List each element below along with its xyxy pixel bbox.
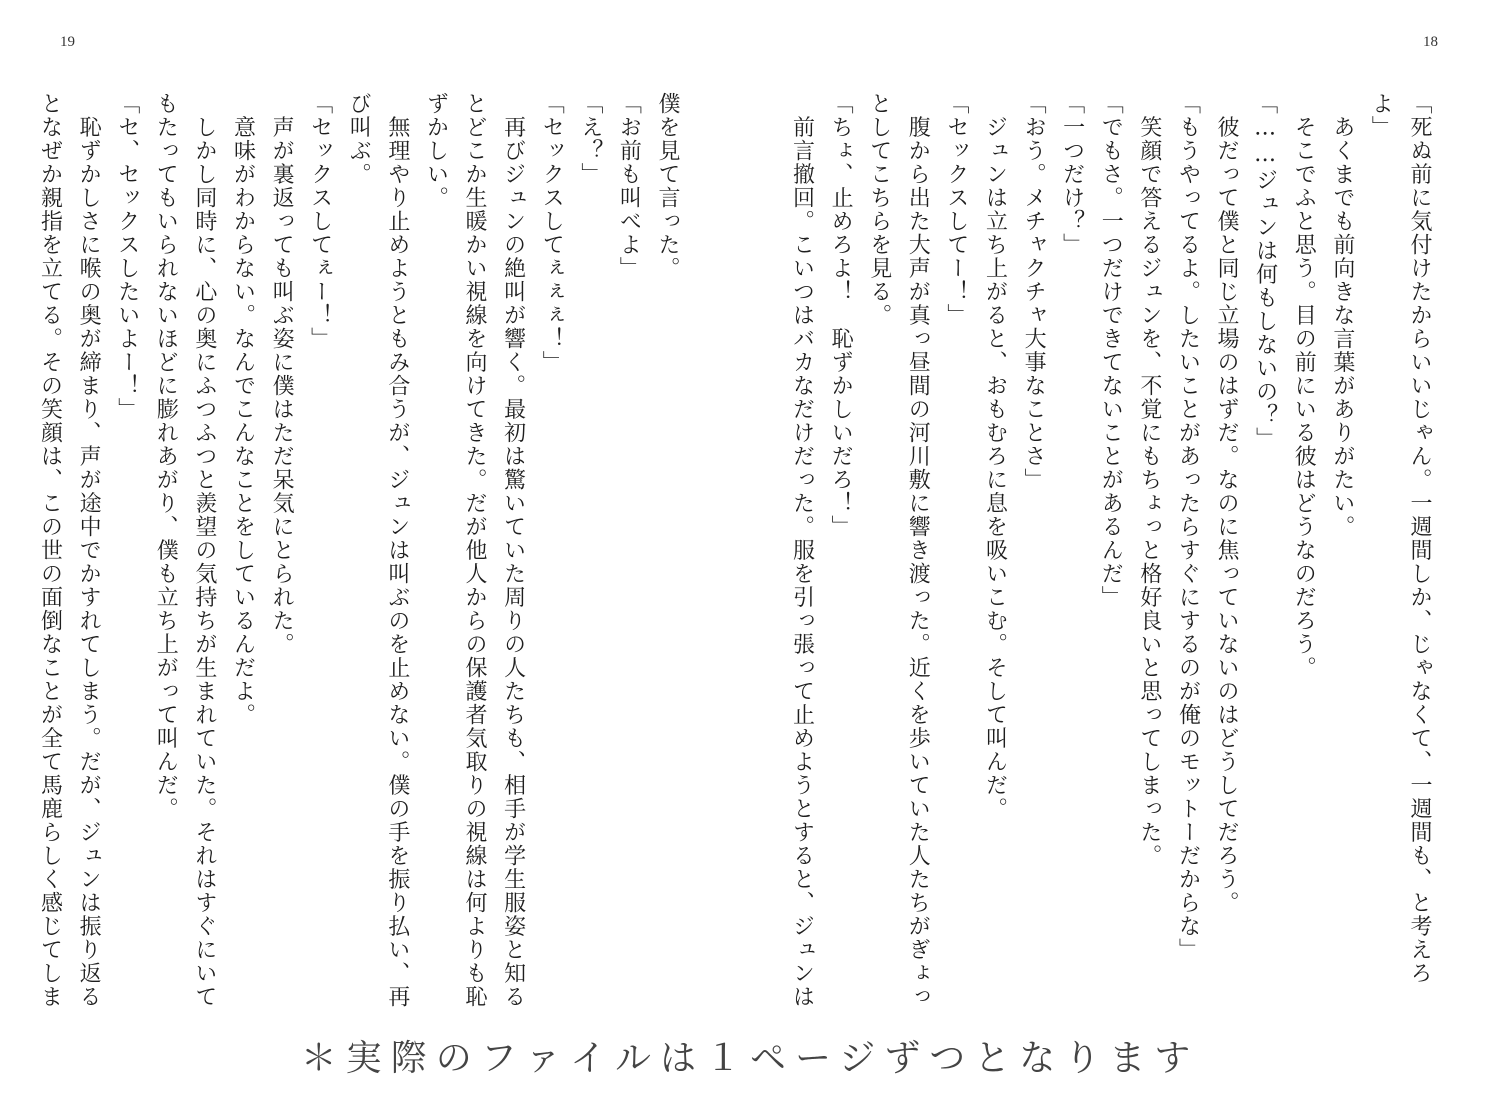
text-line: 恥ずかしさに喉の奥が締まり、声が途中でかすれてしまう。だが、ジュンは振り返る [76, 92, 102, 1009]
text-line: ジュンは立ち上がると、おもむろに息を吸いこむ。そして叫んだ。 [982, 92, 1008, 821]
text-line: 「死ぬ前に気付けたからいいじゃん。一週間しか、じゃなくて、一週間も、と考えろ [1407, 92, 1432, 985]
text-line: 腹から出た大声が真っ昼間の河川敷に響き渡った。近くを歩いていた人たちがぎょっ [905, 92, 931, 1009]
text-line: ずかしい。 [423, 92, 449, 210]
text-line: とどこか生暖かい視線を向けてきた。だが他人からの保護者気取りの視線は何よりも恥 [462, 92, 488, 1009]
text-line: そこでふと思う。目の前にいる彼はどうなのだろう。 [1291, 92, 1317, 680]
text-line: 「セ、セックスしたいよー！」 [114, 92, 140, 421]
text-line: 「セックスしてー！」 [943, 92, 969, 327]
text-line: 「でもさ。一つだけできてないことがあるんだ」 [1098, 92, 1124, 609]
text-line: 笑顔で答えるジュンを、不覚にもちょっと格好良いと思ってしまった。 [1136, 92, 1162, 868]
page-number-left: 19 [60, 34, 75, 50]
text-line: 「お前も叫べよ」 [616, 92, 642, 280]
text-line: 無理やり止めようともみ合うが、ジュンは叫ぶのを止めない。僕の手を振り払い、再 [384, 92, 410, 1009]
text-line: 「ちょ、止めろよ！ 恥ずかしいだろ！」 [828, 92, 854, 539]
page-right-body [789, 92, 1438, 1009]
text-line: 「一つだけ？」 [1059, 92, 1085, 257]
text-line: しかし同時に、心の奥にふつふつと羨望の気持ちが生まれていた。それはすぐにいて [191, 92, 217, 1009]
text-line: となぜか親指を立てる。その笑顔は、この世の面倒なことが全て馬鹿らしく感じてしま [37, 92, 63, 1009]
text-line: 声が裏返っても叫ぶ姿に僕はただ呆気にとられた。 [269, 92, 295, 656]
text-line: 僕を見て言った。 [655, 92, 680, 280]
text-line: 彼だって僕と同じ立場のはずだ。なのに焦っていないのはどうしてだろう。 [1214, 92, 1240, 915]
text-line: 「……ジュンは何もしないの？」 [1252, 92, 1278, 451]
text-line: としてこちらを見る。 [866, 92, 892, 327]
text-line: 意味がわからない。なんでこんなことをしているんだよ。 [230, 92, 256, 727]
text-line: 再びジュンの絶叫が響く。最初は驚いていた周りの人たちも、相手が学生服姿と知る [500, 92, 526, 1009]
text-line: び叫ぶ。 [346, 92, 372, 186]
text-line: 「え？」 [577, 92, 603, 186]
text-line: 「セックスしてぇー！」 [307, 92, 333, 351]
text-line: 前言撤回。こいつはバカなだけだった。服を引っ張って止めようとすると、ジュンは [789, 92, 815, 1009]
text-line: 「セックスしてぇぇぇ！」 [539, 92, 565, 374]
page-number-right: 18 [1423, 34, 1438, 50]
text-line: もたってもいられないほどに膨れあがり、僕も立ち上がって叫んだ。 [153, 92, 179, 821]
text-line: 「おう。メチャクチャ大事なことさ」 [1021, 92, 1047, 492]
text-line: 「もうやってるよ。したいことがあったらすぐにするのが俺のモットーだからな」 [1175, 92, 1201, 962]
text-line: あくまでも前向きな言葉がありがたい。 [1329, 92, 1355, 539]
page-left-body [37, 92, 686, 1009]
text-line: よ」 [1368, 92, 1394, 139]
sample-notice: ＊実際のファイルは１ページずつとなります [300, 1038, 1200, 1079]
